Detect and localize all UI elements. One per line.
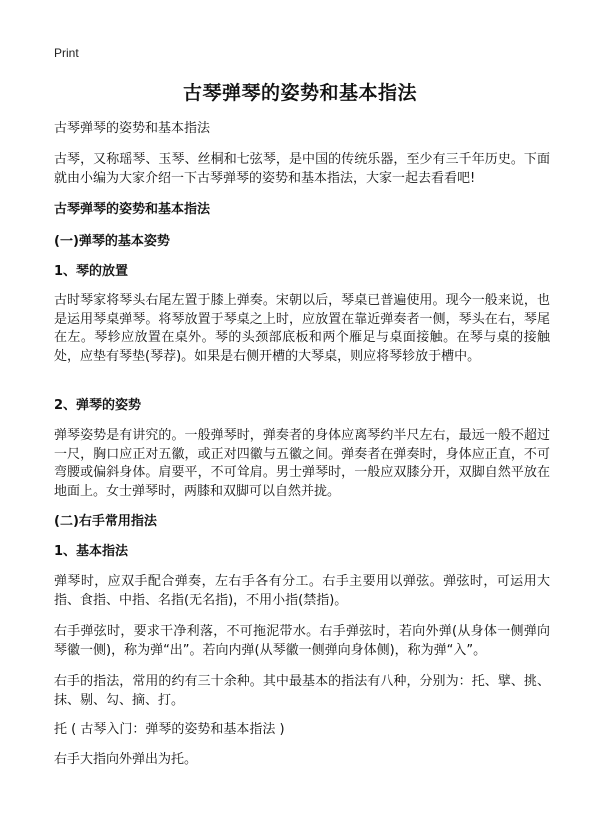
placement-paragraph: 古时琴家将琴头右尾左置于膝上弹奏。宋朝以后，琴桌已普遍使用。现今一般来说，也是运用琴桌弹琴。将琴放置于琴桌之上时，应放置在靠近弹奏者一侧，琴头在右，琴尾在左。琴轸应放置在桌外。琴的头颈部底板和两个雁足与桌面接触。在琴与桌的接触处，应垫有琴垫(琴荐)。如果是右侧开槽的大琴桌，则应将琴轸放于槽中。 bbox=[54, 293, 550, 364]
intro-paragraph: 古琴，又称瑶琴、玉琴、丝桐和七弦琴，是中国的传统乐器，至少有三千年历史。下面就由小编为大家介绍一下古琴弹琴的姿势和基本指法，大家一起去看看吧! bbox=[54, 152, 550, 186]
section1-sub1-heading: 1、琴的放置 bbox=[54, 264, 129, 279]
tuo-label: 托 ( 古琴入门：弹琴的姿势和基本指法 ) bbox=[54, 722, 285, 737]
fingering-paragraph-1: 弹琴时，应双手配合弹奏，左右手各有分工。右手主要用以弹弦。弹弦时，可运用大指、食指、中指、名指(无名指)，不用小指(禁指)。 bbox=[54, 574, 550, 608]
section2-sub1-heading: 1、基本指法 bbox=[54, 544, 129, 559]
page-title: 古琴弹琴的姿势和基本指法 bbox=[182, 82, 417, 104]
tuo-description: 右手大指向外弹出为托。 bbox=[54, 752, 198, 767]
fingering-paragraph-3: 右手的指法，常用的约有三十余种。其中最基本的指法有八种，分别为：托、擘、挑、抹、剔、勾、摘、打。 bbox=[54, 674, 550, 708]
posture-paragraph: 弹琴姿势是有讲究的。一般弹琴时，弹奏者的身体应离琴约半尺左右，最远一般不超过一尺，胸口应正对五徽，或正对四徽与五徽之间。弹奏者在弹奏时，身体应正直，不可弯腰或偏斜身体。肩要平，不可耸肩。男士弹琴时，一般应双膝分开，双脚自然平放在地面上。女士弹琴时，两膝和双脚可以自然并拢。 bbox=[54, 428, 550, 499]
section2-heading: (二)右手常用指法 bbox=[54, 514, 157, 529]
section1-sub2-heading: 2、弹琴的姿势 bbox=[54, 398, 142, 413]
print-link[interactable]: Print bbox=[54, 46, 79, 60]
main-heading: 古琴弹琴的姿势和基本指法 bbox=[54, 202, 211, 217]
fingering-paragraph-2: 右手弹弦时，要求干净利落，不可拖泥带水。右手弹弦时，若向外弹(从身体一侧弹向琴徽一侧)，称为弹“出”。若向内弹(从琴徽一侧弹向身体侧)，称为弹“入”。 bbox=[54, 624, 550, 658]
section1-heading: (一)弹琴的基本姿势 bbox=[54, 234, 170, 249]
subtitle-text: 古琴弹琴的姿势和基本指法 bbox=[54, 121, 211, 136]
